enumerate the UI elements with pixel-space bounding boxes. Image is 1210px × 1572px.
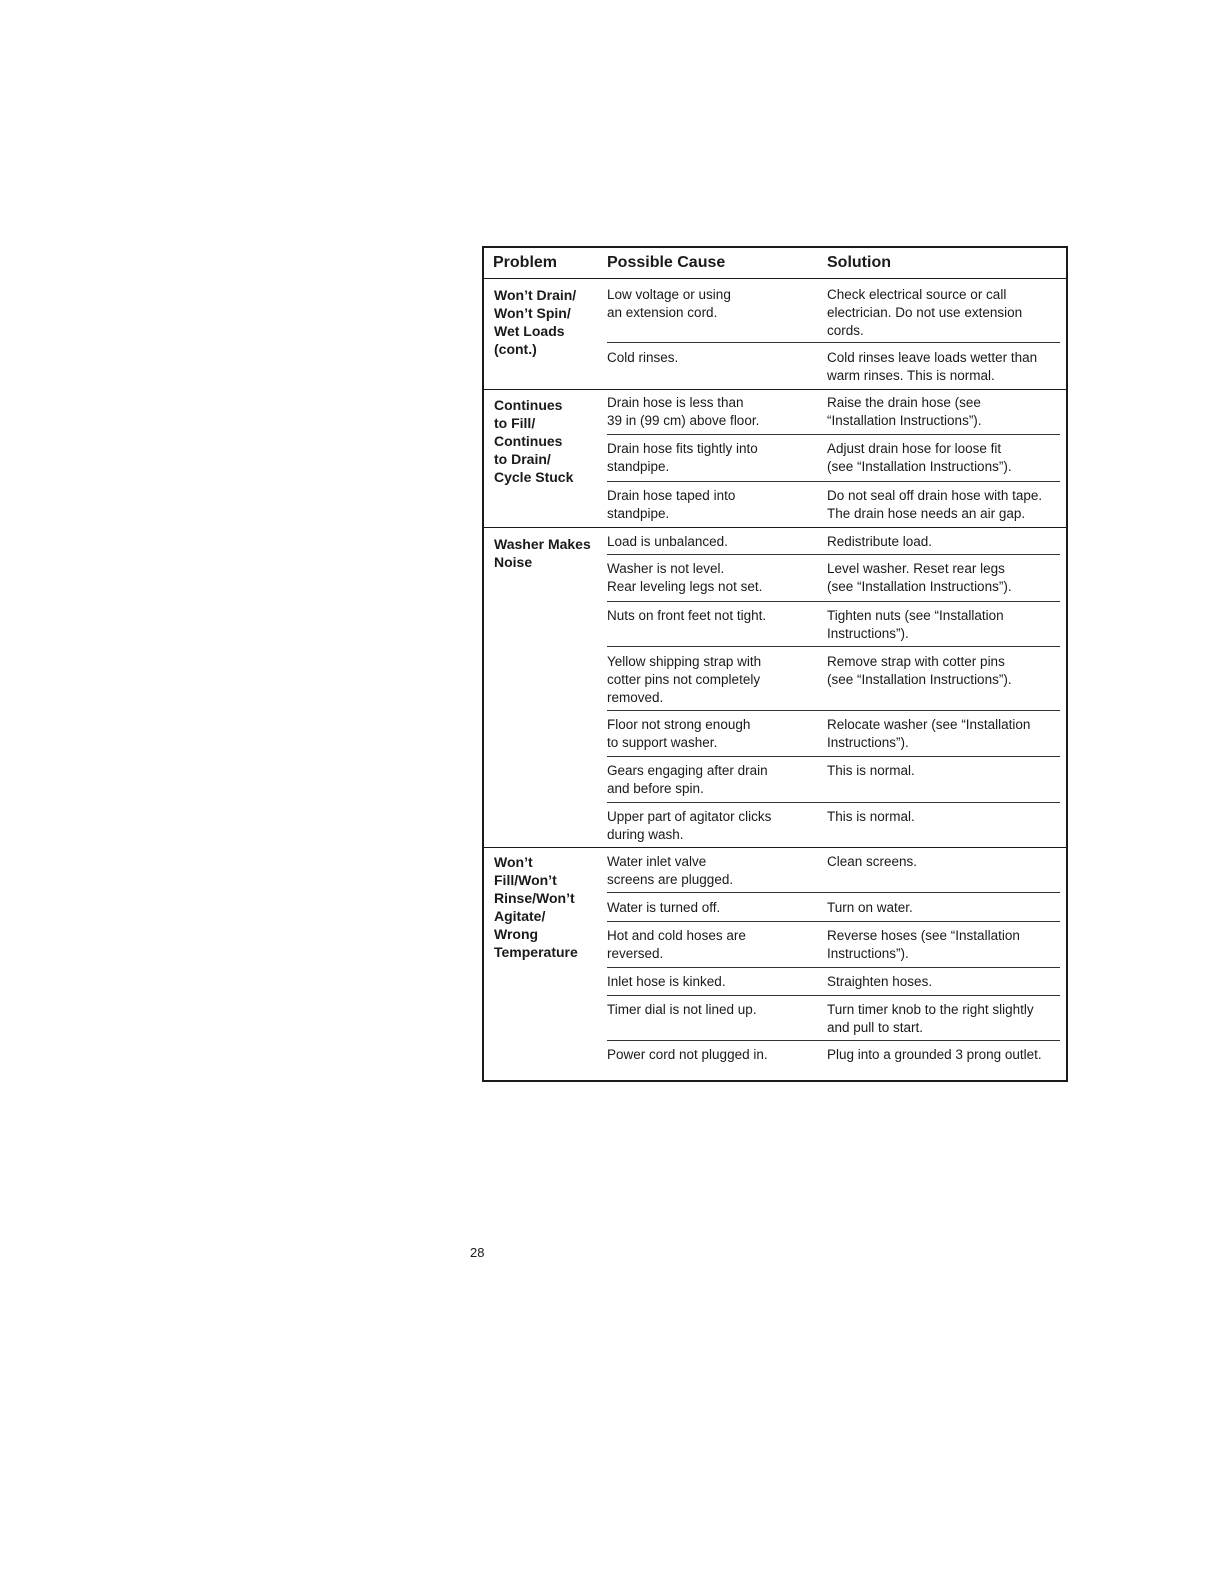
solution-cell: Do not seal off drain hose with tape. The drain hose needs an air gap. <box>827 488 1043 521</box>
cause-cell: Power cord not plugged in. <box>607 1047 768 1062</box>
header-solution: Solution <box>827 254 891 271</box>
solution-cell: Straighten hoses. <box>827 974 933 989</box>
solution-cell: Tighten nuts (see “Installation Instructions”). <box>827 608 1004 641</box>
solution-cell: Reverse hoses (see “Installation Instructions”). <box>827 928 1020 961</box>
cause-cell: Cold rinses. <box>607 350 679 365</box>
row-divider <box>607 646 1060 647</box>
group-divider <box>484 389 1066 390</box>
solution-cell: Redistribute load. <box>827 534 933 549</box>
problem-continues-to-fill: Continues to Fill/ Continues to Drain/ Cycle Stuck <box>494 397 574 485</box>
cause-cell: Inlet hose is kinked. <box>607 974 726 989</box>
table-header-row <box>484 248 1066 279</box>
row-divider <box>607 554 1060 555</box>
cause-cell: Load is unbalanced. <box>607 534 728 549</box>
row-divider <box>607 1040 1060 1041</box>
row-divider <box>607 802 1060 803</box>
cause-cell: Yellow shipping strap with cotter pins not completely removed. <box>607 654 762 705</box>
row-divider <box>607 921 1060 922</box>
cause-cell: Gears engaging after drain and before spin. <box>607 763 768 796</box>
solution-cell: Turn timer knob to the right slightly and pull to start. <box>827 1002 1034 1035</box>
page-number: 28 <box>470 1245 485 1260</box>
group-divider <box>484 847 1066 848</box>
solution-cell: Relocate washer (see “Installation Instructions”). <box>827 717 1031 750</box>
solution-cell: This is normal. <box>827 763 915 778</box>
row-divider <box>607 967 1060 968</box>
row-divider <box>607 342 1060 343</box>
solution-cell: Clean screens. <box>827 854 918 869</box>
cause-cell: Nuts on front feet not tight. <box>607 608 767 623</box>
cause-cell: Timer dial is not lined up. <box>607 1002 757 1017</box>
cause-cell: Drain hose taped into standpipe. <box>607 488 736 521</box>
cause-cell: Hot and cold hoses are reversed. <box>607 928 746 961</box>
header-possible-cause: Possible Cause <box>607 254 726 271</box>
group-divider <box>484 527 1066 528</box>
row-divider <box>607 434 1060 435</box>
troubleshooting-table <box>482 246 1068 1082</box>
header-problem: Problem <box>493 254 558 271</box>
cause-cell: Floor not strong enough to support washer. <box>607 717 751 750</box>
solution-cell: Level washer. Reset rear legs (see “Installation Instructions”). <box>827 561 1012 594</box>
row-divider <box>607 995 1060 996</box>
problem-wont-fill: Won’t Fill/Won’t Rinse/Won’t Agitate/ Wrong Temperature <box>494 854 578 960</box>
solution-cell: Cold rinses leave loads wetter than warm rinses. This is normal. <box>827 350 1038 383</box>
row-divider <box>607 892 1060 893</box>
solution-cell: Remove strap with cotter pins (see “Installation Instructions”). <box>827 654 1012 687</box>
cause-cell: Upper part of agitator clicks during wash. <box>607 809 772 842</box>
cause-cell: Low voltage or using an extension cord. <box>607 287 731 320</box>
cause-cell: Washer is not level. Rear leveling legs not set. <box>607 561 763 594</box>
solution-cell: Plug into a grounded 3 prong outlet. <box>827 1047 1042 1062</box>
cause-cell: Drain hose is less than 39 in (99 cm) above floor. <box>607 395 760 428</box>
row-divider <box>607 481 1060 482</box>
cause-cell: Drain hose fits tightly into standpipe. <box>607 441 758 474</box>
solution-cell: Turn on water. <box>827 900 913 915</box>
solution-cell: Adjust drain hose for loose fit (see “Installation Instructions”). <box>827 441 1012 474</box>
cause-cell: Water is turned off. <box>607 900 721 915</box>
row-divider <box>607 756 1060 757</box>
problem-wont-drain: Won’t Drain/ Won’t Spin/ Wet Loads (cont.) <box>494 287 577 357</box>
cause-cell: Water inlet valve screens are plugged. <box>607 854 734 887</box>
solution-cell: This is normal. <box>827 809 915 824</box>
problem-washer-makes-noise: Washer Makes Noise <box>494 536 591 570</box>
solution-cell: Check electrical source or call electrician. Do not use extension cords. <box>827 287 1023 338</box>
row-divider <box>607 601 1060 602</box>
solution-cell: Raise the drain hose (see “Installation Instructions”). <box>827 395 982 428</box>
row-divider <box>607 710 1060 711</box>
